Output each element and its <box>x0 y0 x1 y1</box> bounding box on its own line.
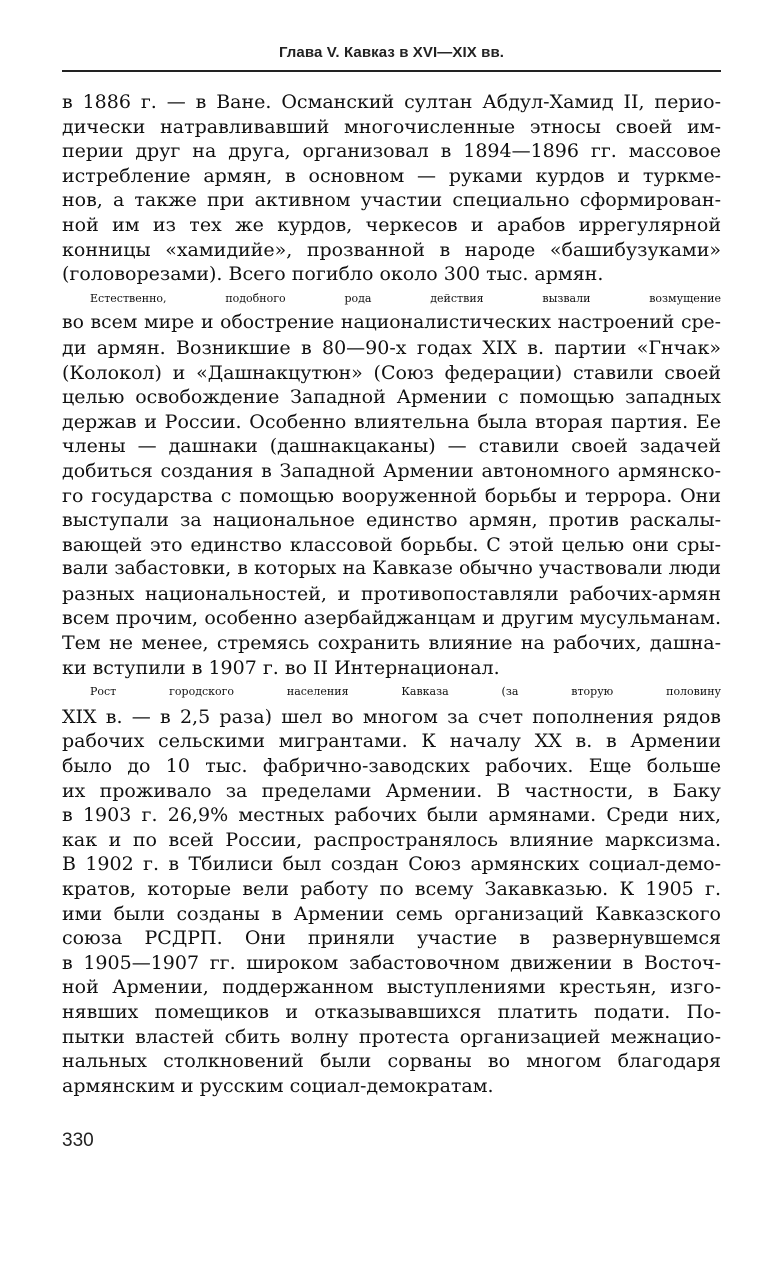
text-line: как и по всей России, распространялось влияние марксизма. <box>62 828 721 851</box>
page-number: 330 <box>62 1130 94 1151</box>
text-line: го государства с помощью вооруженной борьбы и террора. Они <box>62 484 721 507</box>
text-line: во всем мире и обострение националистических настроений сре- <box>62 312 721 334</box>
text-line: дически натравливавший многочисленные этносы своей им- <box>62 115 721 138</box>
text-line: ной Армении, поддержанном выступлениями крестьян, изго- <box>62 976 721 999</box>
text-line: их проживало за пределами Армении. В частности, в Баку <box>62 779 721 802</box>
text-line: добиться создания в Западной Армении автономного армянско- <box>62 459 721 482</box>
text-line: было до 10 тыс. фабрично-заводских рабочих. Еще больше <box>62 755 721 778</box>
text-line: перии друг на друга, организовал в 1894—1896 гг. массовое <box>62 140 721 163</box>
text-line: армянским и русским социал-демократам. <box>62 1074 494 1097</box>
text-line: ки вступили в 1907 г. во II Интернационал. <box>62 656 500 679</box>
text-line: конницы «хамидийе», прозванной в народе «башибузуками» <box>62 238 721 261</box>
running-header: Глава V. Кавказ в XVI—XIX вв. <box>278 44 505 61</box>
text-line: в 1905—1907 гг. широком забастовочном движении в Восточ- <box>62 951 721 974</box>
text-line: в 1886 г. — в Ване. Османский султан Абдул-Хамид II, перио- <box>62 91 721 113</box>
paragraph <box>62 287 721 681</box>
text-line: истребление армян, в основном — руками курдов и туркме- <box>62 164 721 187</box>
text-line: ими были созданы в Армении семь организаций Кавказского <box>62 902 721 925</box>
text-line: XIX в. — в 2,5 раза) шел во многом за счет пополнения рядов <box>62 705 721 728</box>
text-line: целью освобождение Западной Армении с помощью западных <box>62 386 721 409</box>
text-line: члены — дашнаки (дашнакцаканы) — ставили своей задачей <box>62 435 721 458</box>
text-line: в 1903 г. 26,9% местных рабочих были армянами. Среди них, <box>62 804 721 827</box>
text-line: кратов, которые вели работу по всему Закавказью. К 1905 г. <box>62 878 721 900</box>
text-line: ди армян. Возникшие в 80—90-х годах XIX в. партии «Гнчак» <box>62 336 721 359</box>
text-line: вали забастовки, в которых на Кавказе обычно участвовали люди <box>62 558 721 580</box>
text-line: нявших помещиков и отказывавшихся платить подати. По- <box>62 1000 721 1023</box>
text-line: (Колокол) и «Дашнакцутюн» (Союз федерации) ставили своей <box>62 361 721 384</box>
text-line: разных национальностей, и противопоставляли рабочих-армян <box>62 582 721 605</box>
text-line: вающей это единство классовой борьбы. С этой целью они сры- <box>62 533 721 556</box>
text-line: ной им из тех же курдов, черкесов и арабов иррегулярной <box>62 213 721 236</box>
text-line: всем прочим, особенно азербайджанцам и другим мусульманам. <box>62 607 721 630</box>
text-line: рабочих сельскими мигрантами. К началу XX в. в Армении <box>62 730 721 753</box>
paragraph <box>62 680 721 1098</box>
text-line: Естественно, подобного рода действия вызвали возмущение <box>90 291 721 305</box>
text-line: В 1902 г. в Тбилиси был создан Союз армянских социал-демо- <box>62 853 721 876</box>
text-line: выступали за национальное единство армян, против раскалы- <box>62 509 721 532</box>
text-line: Рост городского населения Кавказа (за вторую половину <box>90 685 721 699</box>
text-line: союза РСДРП. Они приняли участие в развернувшемся <box>62 927 721 950</box>
text-line: пытки властей сбить волну протеста организацией межнацио- <box>62 1025 721 1048</box>
header-rule <box>62 70 721 72</box>
text-line: нальных столкновений были сорваны во многом благодаря <box>62 1050 721 1073</box>
text-line: держав и России. Особенно влиятельна была вторая партия. Ее <box>62 410 721 433</box>
text-line: нов, а также при активном участии специально сформирован- <box>62 189 721 212</box>
paragraph <box>62 90 721 287</box>
text-line: (головорезами). Всего погибло около 300 тыс. армян. <box>62 263 604 286</box>
body-text <box>62 90 721 1098</box>
text-line: Тем не менее, стремясь сохранить влияние на рабочих, дашна- <box>62 632 721 655</box>
